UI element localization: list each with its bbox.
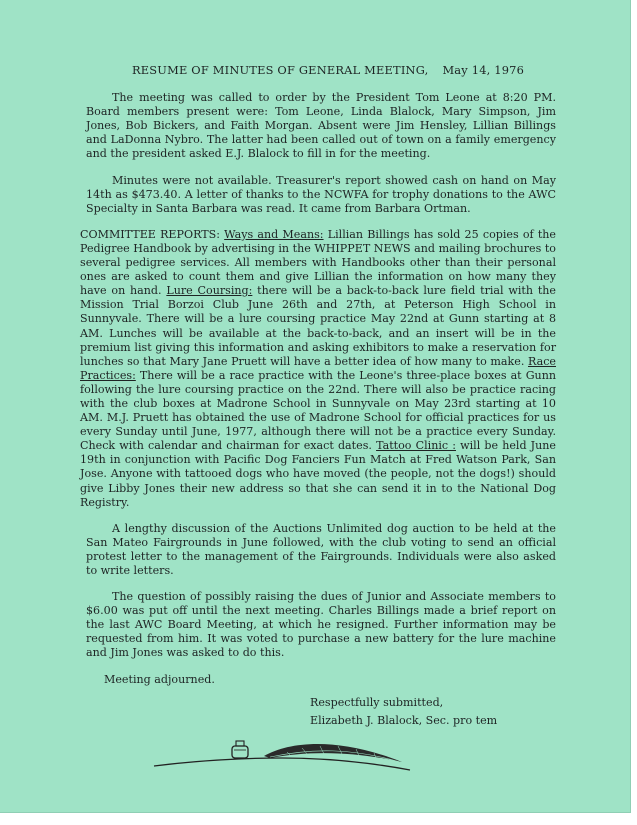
minutes-document	[80, 63, 557, 730]
ways-and-means-text: Lillian Billings has sold 25 copies of the Pedigree Handbook by advertising in the WHIPPET NEWS and mailing brochures to several pedigree services. All members with Handbooks other than their personal ones are asked to count them and give Lillian the information on how many they have on hand.	[80, 227, 556, 298]
ways-and-means-heading: Ways and Means:	[224, 227, 324, 241]
lure-coursing-heading: Lure Coursing:	[166, 284, 253, 298]
document-title	[132, 63, 556, 77]
meeting-adjourned: Meeting adjourned.	[104, 672, 215, 686]
committee-reports-paragraph	[80, 228, 556, 510]
signature-block	[310, 694, 556, 730]
opening-paragraph: The meeting was called to order by the President Tom Leone at 8:20 PM. Board members present were: Tom Leone, Linda Blalock, Mary Simpson, Jim Jones, Bob Bickers, and Faith Morgan. Absent were Jim Hensley, Lillian Billings and LaDonna Nybro. The latter had been called out of town on a family emergency and the president asked E.J. Blalock to fill in for the meeting.	[86, 91, 556, 161]
dues-paragraph: The question of possibly raising the dues of Junior and Associate members to $6.00 was put off until the next meeting. Charles Billings made a brief report on the last AWC Board Meeting, at which he resigned. Further information may be requested from him. It was voted to purchase a new battery for the lure machine and Jim Jones was asked to do this.	[86, 590, 556, 660]
tattoo-clinic-heading: Tattoo Clinic :	[376, 439, 456, 453]
quill-and-inkwell-icon	[152, 736, 412, 776]
race-practices-text: There will be a race practice with the Leone's three-place boxes at Gunn following the lure coursing practice on the 22nd. There will also be practice racing with the club boxes at Madrone School in Sunnyvale on May 23rd starting at 10 AM. M.J. Pruett has obtained the use of Madrone School for official practices for us every Sunday until June, 1977, although there will not be a practice every Sunday. Check with calendar and chairman for exact dates.	[80, 368, 556, 453]
closing-line: Respectfully submitted,	[310, 695, 444, 709]
tattoo-clinic-text: will be held June 19th in conjunction with Pacific Dog Fanciers Fun Match at Fred Watson Park, San Jose. Anyone with tattooed dogs who have moved (the people, not the dogs!) should give Libby Jones their new address so that she can send it in to the National Dog Registry.	[80, 439, 556, 509]
minutes-treasurer-paragraph: Minutes were not available. Treasurer's report showed cash on hand on May 14th as $473.40. A letter of thanks to the NCWFA for trophy donations to the AWC Specialty in Santa Barbara was read. It came from Barbara Ortman.	[86, 173, 556, 215]
meeting-date: May 14, 1976	[442, 63, 525, 77]
race-practices-heading: Race Practices:	[80, 354, 556, 382]
title-text: RESUME OF MINUTES OF GENERAL MEETING,	[132, 63, 429, 77]
lure-coursing-text: there will be a back-to-back lure field trial with the Mission Trial Borzoi Club June 26th and 27th, at Peterson High School in Sunnyvale. There will be a lure coursing practice May 22nd at Gunn starting at 8 AM. Lunches will be available at the back-to-back, and an insert will be in the premium list giving this information and asking exhibitors to make a reservation for lunches so that Mary Jane Pruett will have a better idea of how many to make.	[80, 284, 557, 368]
committee-reports-lead: COMMITTEE REPORTS:	[80, 227, 220, 241]
auction-paragraph: A lengthy discussion of the Auctions Unlimited dog auction to be held at the San Mateo Fairgrounds in June followed, with the club voting to send an official protest letter to the management of the Fairgrounds. Individuals were also asked to write letters.	[86, 521, 556, 577]
signer-line: Elizabeth J. Blalock, Sec. pro tem	[310, 713, 498, 727]
